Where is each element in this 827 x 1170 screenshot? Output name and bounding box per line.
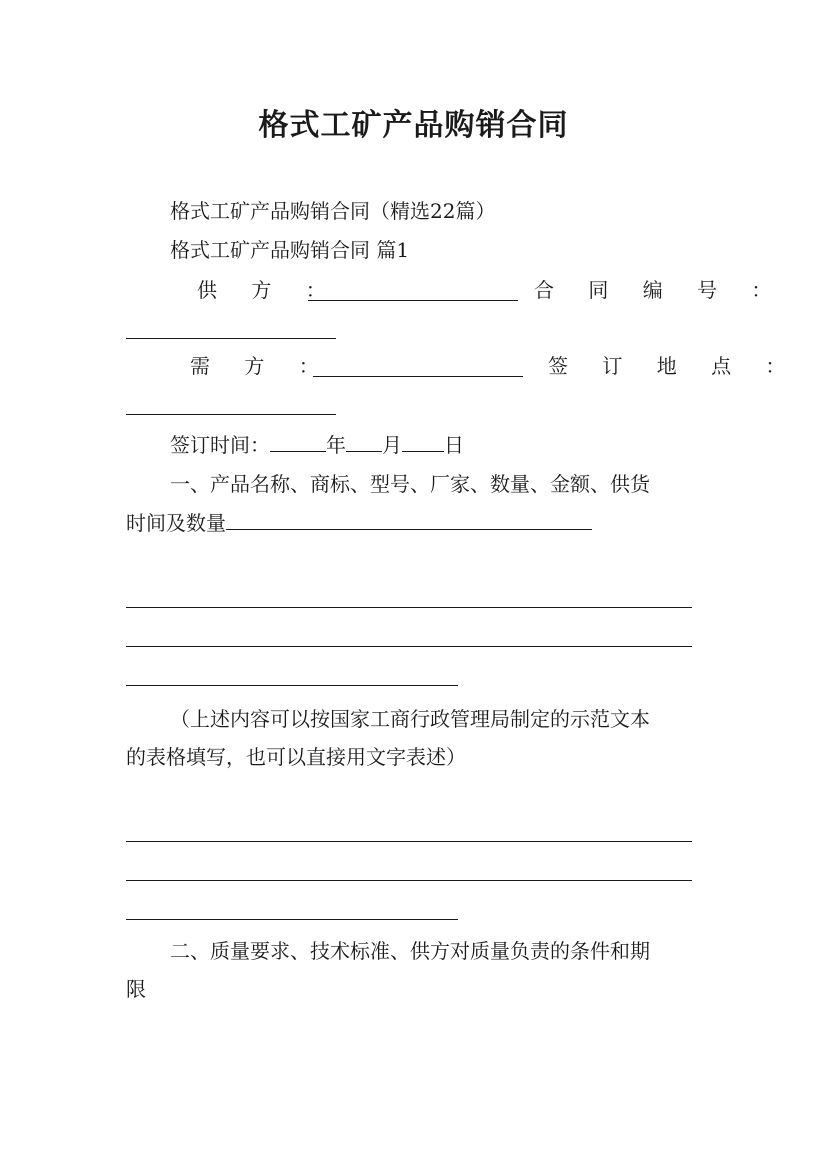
sign-place-label: 签 订 地 点 ： bbox=[548, 354, 800, 378]
supplier-blank bbox=[308, 300, 518, 301]
blank-line bbox=[126, 841, 692, 842]
note-line1: （上述内容可以按国家工商行政管理局制定的示范文本 bbox=[170, 707, 650, 731]
sign-place-blank bbox=[126, 414, 336, 415]
blank-line bbox=[126, 919, 458, 920]
section-heading: 格式工矿产品购销合同 篇1 bbox=[170, 238, 410, 262]
document-subtitle: 格式工矿产品购销合同（精选22篇） bbox=[170, 199, 496, 223]
day-label: 日 bbox=[444, 433, 464, 457]
document-title: 格式工矿产品购销合同 bbox=[258, 108, 569, 143]
item1-line2 bbox=[126, 509, 592, 536]
contract-no-blank bbox=[126, 338, 336, 339]
note-line2: 的表格填写，也可以直接用文字表述） bbox=[126, 745, 466, 769]
item2-line2: 限 bbox=[126, 977, 146, 1001]
month-label: 月 bbox=[382, 433, 402, 457]
item2-line1: 二、质量要求、技术标准、供方对质量负责的条件和期 bbox=[170, 939, 650, 963]
contract-no-label: 合 同 编 号 ： bbox=[534, 278, 786, 302]
buyer-label: 需 方 ： bbox=[190, 354, 333, 378]
year-blank bbox=[270, 431, 326, 452]
sign-time-label: 签订时间： bbox=[170, 433, 270, 457]
buyer-blank bbox=[313, 376, 523, 377]
item1-line1: 一、产品名称、商标、型号、厂家、数量、金额、供货 bbox=[170, 472, 650, 496]
year-label: 年 bbox=[326, 433, 346, 457]
supplier-label: 供 方 ： bbox=[197, 278, 340, 302]
blank-line bbox=[126, 646, 692, 647]
month-blank bbox=[346, 431, 382, 452]
blank-line bbox=[126, 685, 458, 686]
day-blank bbox=[402, 431, 444, 452]
blank-line bbox=[126, 880, 692, 881]
sign-time-row bbox=[170, 431, 464, 458]
item1-blank bbox=[226, 509, 592, 530]
blank-line bbox=[126, 607, 692, 608]
item1-line2-text: 时间及数量 bbox=[126, 511, 226, 535]
